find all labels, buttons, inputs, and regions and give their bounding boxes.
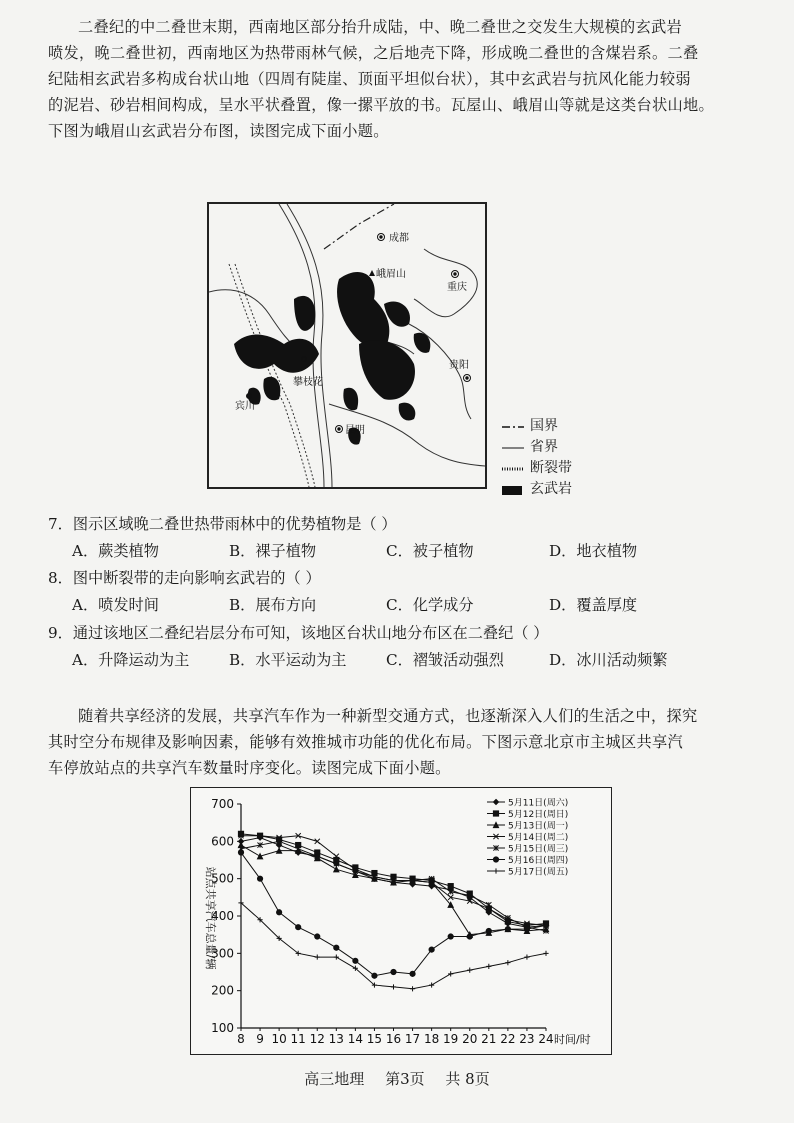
- legend-label: 省界: [530, 439, 558, 455]
- passage-2-line: 其时空分布规律及影响因素，能够有效推城市功能的优化布局。下图示意北京市主城区共享汽: [48, 733, 683, 751]
- series-line: [241, 841, 546, 931]
- map-label-chongqing: 重庆: [447, 282, 467, 293]
- option-b[interactable]: B．裸子植物: [229, 542, 317, 560]
- legend-entry: [487, 832, 568, 843]
- question-8-stem: 8．图中断裂带的走向影响玄武岩的（ ）: [48, 569, 321, 587]
- y-axis-label: 站点共享汽车总量/辆: [204, 866, 217, 970]
- data-point: [467, 934, 472, 939]
- passage-2-line: 随着共享经济的发展，共享汽车作为一种新型交通方式，也逐渐深入人们的生活之中，探究: [78, 707, 698, 725]
- data-point: [486, 902, 491, 907]
- data-point: [315, 839, 320, 844]
- map-label-binchuan: 宾川: [235, 401, 255, 412]
- data-point: [429, 947, 434, 952]
- basalt-distribution-map: [207, 202, 487, 489]
- basalt-icon: [500, 484, 526, 496]
- passage-1-line: 喷发，晚二叠世初，西南地区为热带雨林气候，之后地壳下降，形成晚二叠世的含煤岩系。二叠: [48, 44, 699, 62]
- passage-1-line: 下图为峨眉山玄武岩分布图，读图完成下面小题。: [48, 122, 389, 140]
- data-point: [277, 910, 282, 915]
- data-point: [505, 926, 510, 931]
- y-tick-label: 600: [211, 834, 234, 849]
- question-7-options: [72, 538, 712, 564]
- legend-item: [500, 437, 572, 458]
- passage-1: [48, 14, 754, 144]
- option-b[interactable]: B．水平运动为主: [229, 651, 347, 669]
- x-tick-label: 14: [347, 1032, 364, 1046]
- chart-svg: [191, 788, 610, 1053]
- data-point: [334, 945, 339, 950]
- data-point: [448, 884, 453, 889]
- series-2: [238, 842, 548, 937]
- fault-belt-icon: [500, 464, 526, 474]
- legend-label: 5月17日(周五): [508, 867, 569, 878]
- y-tick-label: 500: [211, 871, 234, 886]
- y-tick-label: 400: [211, 909, 234, 923]
- y-tick-label: 100: [211, 1021, 234, 1035]
- passage-1-line: 纪陆相玄武岩多构成台状山地（四周有陡崖、顶面平坦似台状），其中玄武岩与抗风化能力较弱: [48, 70, 691, 88]
- x-tick-label: 10: [271, 1032, 287, 1046]
- option-b[interactable]: B．展布方向: [229, 596, 317, 614]
- x-tick-label: 8: [237, 1032, 245, 1046]
- series-4: [238, 839, 548, 934]
- legend-entry: [487, 867, 568, 878]
- chart-series: [238, 831, 548, 991]
- x-tick-label: 11: [290, 1032, 306, 1046]
- x-tick-label: 12: [309, 1032, 325, 1046]
- map-label-guiyang: 贵阳: [449, 360, 469, 371]
- x-axis-label: 时间/时: [554, 1033, 591, 1046]
- data-point: [493, 868, 498, 873]
- data-point: [543, 923, 548, 928]
- legend-label: 玄武岩: [530, 481, 572, 497]
- data-point: [493, 857, 498, 862]
- x-tick-label: 22: [500, 1032, 516, 1046]
- x-tick-label: 20: [462, 1032, 478, 1046]
- legend-label: 5月14日(周二): [508, 833, 569, 843]
- option-d[interactable]: D．覆盖厚度: [549, 596, 638, 614]
- data-point: [334, 867, 339, 872]
- data-point: [505, 960, 510, 965]
- province-border-icon: [500, 443, 526, 453]
- legend-entry: [487, 855, 568, 866]
- data-point: [277, 848, 282, 853]
- legend-label: 断裂带: [530, 460, 572, 476]
- data-point: [493, 799, 498, 804]
- x-tick-label: 19: [443, 1032, 459, 1046]
- legend-label: 5月16日(周四): [508, 856, 569, 866]
- data-point: [315, 934, 320, 939]
- chart-legend: [487, 798, 568, 878]
- y-tick-label: 200: [211, 983, 234, 998]
- data-point: [448, 971, 453, 976]
- passage-2: [48, 703, 754, 781]
- legend-label: 5月15日(周三): [508, 844, 569, 855]
- data-point: [524, 954, 529, 959]
- y-tick-label: 300: [211, 946, 234, 961]
- data-point: [296, 925, 301, 930]
- question-7-stem: 7．图示区域晚二叠世热带雨林中的优势植物是（ ）: [48, 515, 397, 533]
- x-tick-label: 13: [328, 1032, 344, 1046]
- y-tick-label: 700: [211, 797, 234, 811]
- x-tick-label: 21: [481, 1032, 497, 1046]
- data-point: [486, 964, 491, 969]
- legend-label: 5月11日(周六): [508, 798, 569, 809]
- legend-label: 国界: [530, 418, 558, 434]
- national-border: [324, 204, 394, 249]
- footer-page: 第3页: [385, 1070, 425, 1088]
- legend-entry: [487, 844, 568, 855]
- legend-item: [500, 416, 572, 437]
- data-point: [257, 876, 262, 881]
- data-point: [493, 822, 498, 827]
- x-tick-label: 23: [519, 1032, 535, 1046]
- legend-item: [500, 479, 572, 500]
- passage-1-line: 的泥岩、砂岩相间构成，呈水平状叠置，像一摞平放的书。瓦屋山、峨眉山等就是这类台状山地。: [48, 96, 714, 114]
- data-point: [372, 973, 377, 978]
- option-a[interactable]: A．喷发时间: [72, 596, 159, 614]
- x-tick-label: 15: [366, 1032, 383, 1046]
- legend-item: [500, 458, 572, 479]
- data-point: [467, 968, 472, 973]
- shared-car-chart: [190, 787, 612, 1055]
- page-footer: [0, 1068, 794, 1089]
- passage-1-line: 二叠纪的中二叠世末期，西南地区部分抬升成陆，中、晚二叠世之交发生大规模的玄武岩: [78, 18, 683, 36]
- data-point: [238, 850, 243, 855]
- series-line: [241, 845, 546, 935]
- data-point: [524, 926, 529, 931]
- data-point: [429, 982, 434, 987]
- basalt-area: [234, 272, 430, 445]
- data-point: [493, 811, 498, 816]
- map-svg: [209, 204, 485, 487]
- data-point: [410, 986, 415, 991]
- x-tick-label: 16: [385, 1032, 402, 1046]
- option-d[interactable]: D．地衣植物: [549, 542, 638, 560]
- option-a[interactable]: A．蕨类植物: [72, 542, 159, 560]
- data-point: [543, 951, 548, 956]
- x-tick-label: 9: [256, 1032, 264, 1046]
- national-border-icon: [500, 422, 526, 432]
- footer-total: 共 8页: [445, 1070, 490, 1088]
- footer-subject: 高三地理: [304, 1070, 365, 1088]
- mountain-peak-icon: [369, 270, 375, 276]
- map-label-emeishan: 峨眉山: [376, 269, 406, 280]
- x-tick-label: 17: [404, 1032, 421, 1046]
- legend-entry: [487, 821, 568, 832]
- map-label-kunming: 昆明: [345, 425, 365, 436]
- option-d[interactable]: D．冰川活动频繁: [549, 651, 668, 669]
- map-label-chengdu: 成都: [389, 233, 409, 244]
- data-point: [391, 984, 396, 989]
- legend-label: 5月13日(周一): [508, 821, 569, 832]
- data-point: [296, 846, 301, 851]
- data-point: [353, 958, 358, 963]
- data-point: [486, 928, 491, 933]
- data-point: [315, 954, 320, 959]
- data-point: [334, 954, 339, 959]
- legend-label: 5月12日(周日): [508, 810, 569, 820]
- option-c[interactable]: C．化学成分: [386, 596, 474, 614]
- map-legend: [500, 416, 572, 500]
- data-point: [410, 971, 415, 976]
- question-9-stem: 9．通过该地区二叠纪岩层分布可知，该地区台状山地分布区在二叠纪（ ）: [48, 624, 549, 642]
- option-c[interactable]: C．被子植物: [386, 542, 474, 560]
- option-a[interactable]: A．升降运动为主: [72, 651, 190, 669]
- legend-entry: [487, 798, 568, 809]
- x-tick-label: 24: [538, 1032, 554, 1046]
- data-point: [448, 934, 453, 939]
- map-label-panzhihua: 攀枝花: [293, 377, 323, 388]
- data-point: [391, 969, 396, 974]
- option-c[interactable]: C．褶皱活动强烈: [386, 651, 504, 669]
- data-point: [257, 854, 262, 859]
- question-9-options: [72, 647, 712, 673]
- passage-2-line: 车停放站点的共享汽车数量时序变化。读图完成下面小题。: [48, 759, 451, 777]
- x-tick-label: 18: [423, 1032, 440, 1046]
- question-8-options: [72, 592, 712, 618]
- legend-entry: [487, 809, 568, 820]
